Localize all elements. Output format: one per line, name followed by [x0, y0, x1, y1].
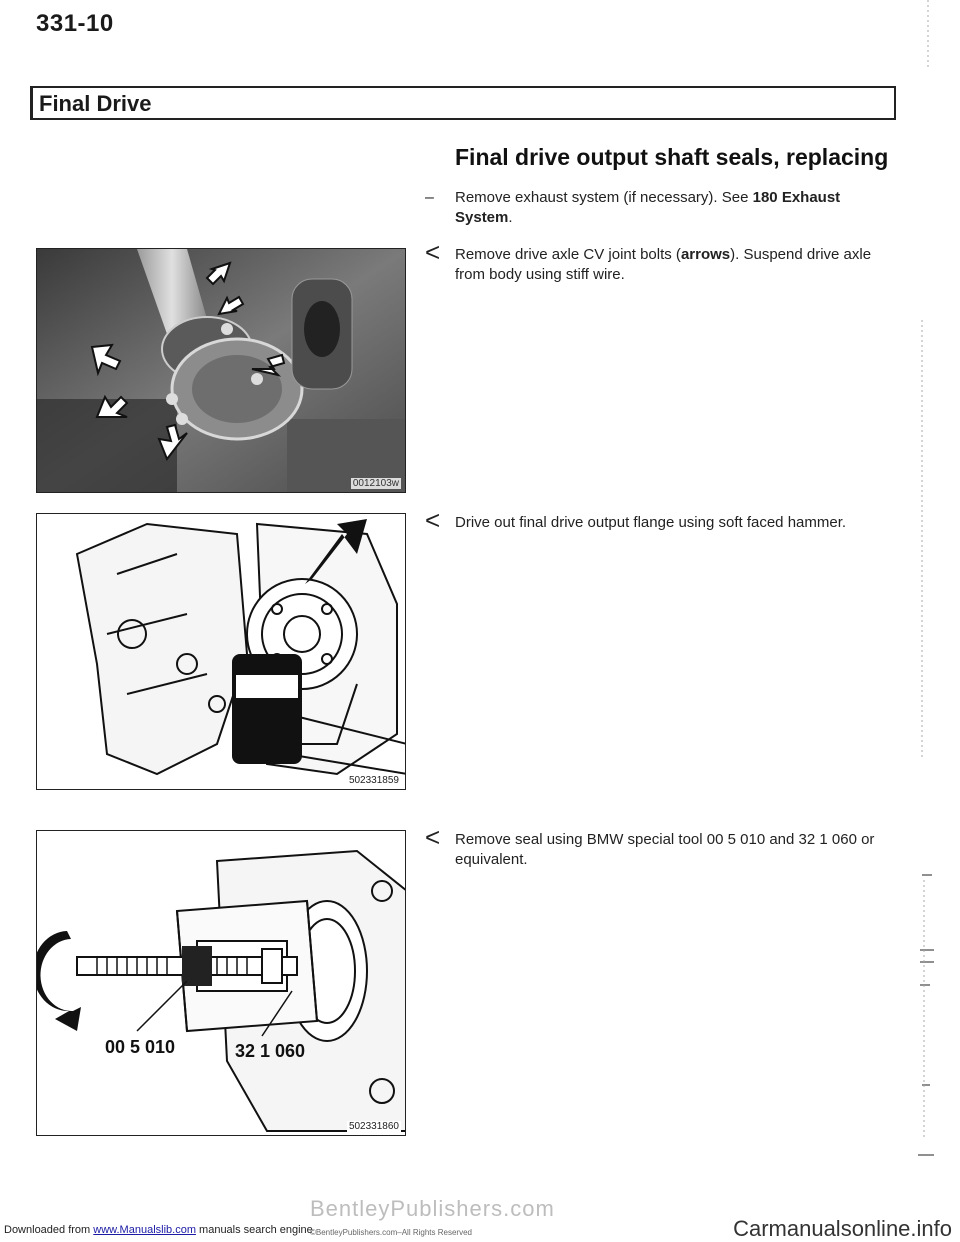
step-3 — [425, 505, 895, 535]
step-pointer-icon: < — [425, 505, 441, 535]
page-number: 331-10 — [36, 10, 114, 37]
figure-cv-joint-photo — [36, 248, 406, 493]
figure-code: 502331859 — [348, 775, 399, 786]
step-pointer-icon: < — [425, 237, 441, 267]
step-pointer-icon: < — [425, 822, 441, 852]
step-1-reference: 180 Exhaust System — [455, 189, 841, 226]
manualslib-link[interactable]: www.Manualslib.com — [93, 1224, 196, 1236]
figure-code: 0012103w — [352, 478, 399, 489]
download-suffix: manuals search engine — [195, 1224, 313, 1236]
step-1 — [425, 188, 895, 228]
figure-hammer-flange — [36, 513, 406, 790]
step-dash-marker: – — [425, 189, 434, 206]
margin-crop-marks — [900, 0, 960, 1242]
seal-puller-illustration — [37, 831, 406, 1136]
step-1-text — [455, 188, 895, 228]
figure-code: 502331860 — [348, 1121, 399, 1132]
section-header: Final Drive — [30, 86, 896, 120]
bentley-watermark: BentleyPublishers.com — [310, 1196, 555, 1221]
step-2-text-pre: Remove drive axle CV joint bolts ( — [455, 246, 681, 263]
step-2-text-post: ). Suspend drive axle from body using stiff wire. — [455, 246, 872, 283]
hammer-flange-illustration — [37, 514, 406, 790]
figure-seal-puller — [36, 830, 406, 1136]
step-2-text — [455, 245, 895, 285]
step-4 — [425, 822, 895, 870]
step-1-text-pre: Remove exhaust system (if necessary). See — [455, 189, 753, 206]
step-2-emphasis: arrows — [680, 246, 731, 263]
step-2 — [425, 237, 895, 285]
carmanuals-watermark: Carmanualsonline.info — [733, 1216, 952, 1241]
tool-callout-2: 32 1 060 — [235, 1041, 306, 1061]
copyright-notice: ©BentleyPublishers.com–All Rights Reserved — [310, 1228, 472, 1237]
section-title: Final drive output shaft seals, replacing — [455, 144, 889, 170]
download-footer — [4, 1224, 313, 1236]
tool-callout-1: 00 5 010 — [105, 1037, 176, 1057]
step-4-text: Remove seal using BMW special tool 00 5 010 and 32 1 060 or equivalent. — [455, 831, 875, 868]
step-3-text: Drive out final drive output flange using soft faced hammer. — [455, 514, 847, 531]
step-1-text-post: . — [508, 209, 513, 226]
download-prefix: Downloaded from — [4, 1224, 94, 1236]
cv-joint-photo-illustration — [37, 249, 406, 493]
